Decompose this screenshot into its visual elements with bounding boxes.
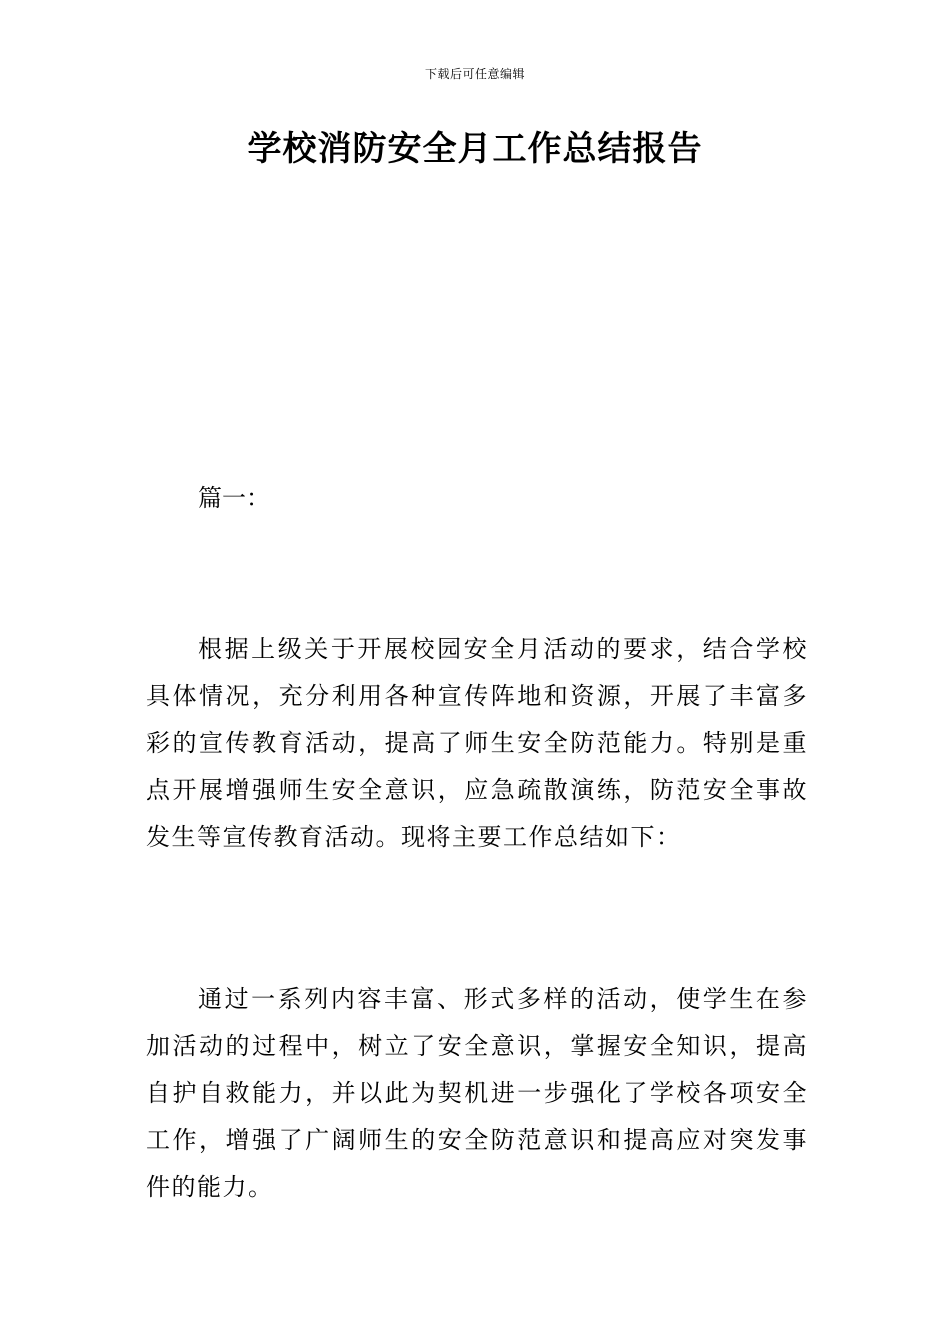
header-note: 下载后可任意编辑	[424, 67, 525, 81]
document-title: 学校消防安全月工作总结报告	[247, 129, 703, 169]
section-label: 篇一：	[198, 484, 270, 512]
paragraph-1: 根据上级关于开展校园安全月活动的要求，结合学校具体情况，充分利用各种宣传阵地和资源，开展了丰富多彩的宣传教育活动，提高了师生安全防范能力。特别是重点开展增强师生安全意识，应急疏散演练，防范安全事故发生等宣传教育活动。现将主要工作总结如下：	[146, 635, 808, 851]
paragraph-2: 通过一系列内容丰富、形式多样的活动，使学生在参加活动的过程中，树立了安全意识，掌握安全知识，提高自护自救能力，并以此为契机进一步强化了学校各项安全工作，增强了广阔师生的安全防范意识和提高应对突发事件的能力。	[146, 985, 808, 1201]
